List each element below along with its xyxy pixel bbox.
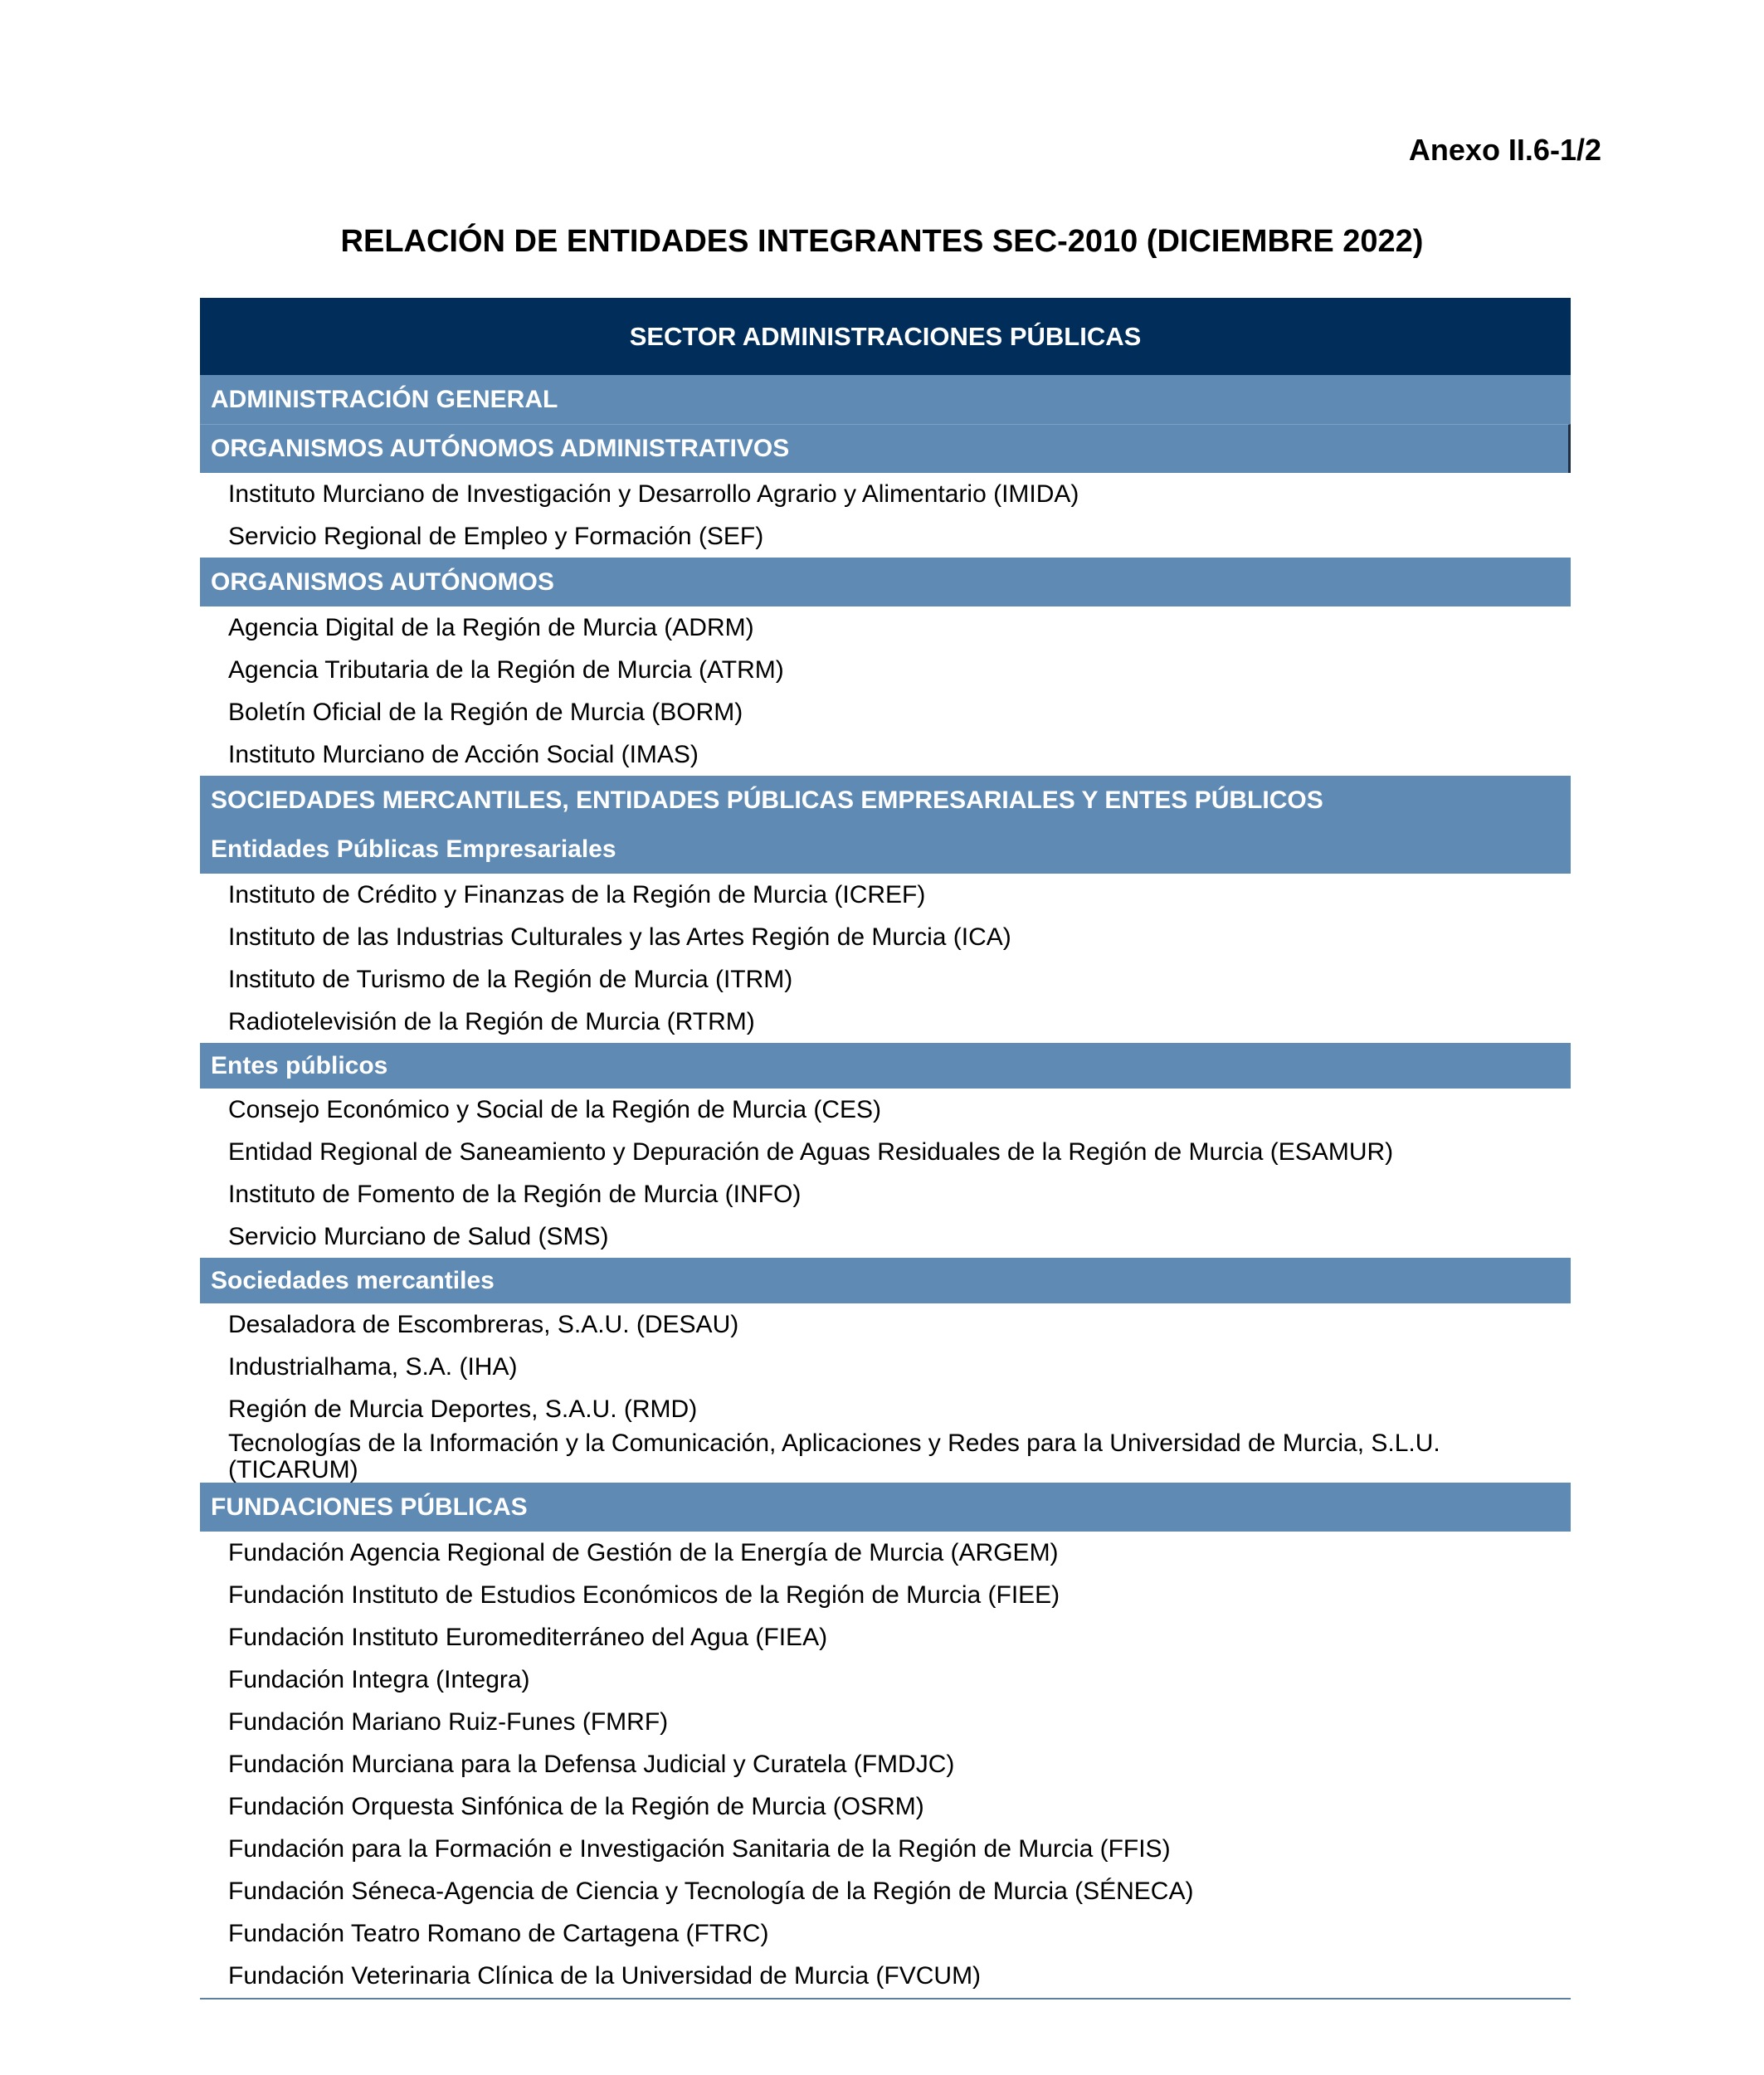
section-header-fundaciones-publicas: FUNDACIONES PÚBLICAS [200, 1483, 1571, 1532]
section-header-entes-publicos: Entes públicos [200, 1043, 1571, 1089]
table-row: Fundación Instituto de Estudios Económicos de la Región de Murcia (FIEE) [228, 1581, 1060, 1609]
entities-table [200, 298, 1571, 2000]
section-header-entidades-publicas-empresariales: Entidades Públicas Empresariales [200, 825, 1571, 874]
table-row: Entidad Regional de Saneamiento y Depuración de Aguas Residuales de la Región de Murcia (ESAMUR) [228, 1137, 1394, 1166]
section-header-organismos-autonomos: ORGANISMOS AUTÓNOMOS [200, 558, 1571, 606]
table-row: Instituto de Fomento de la Región de Murcia (INFO) [228, 1180, 802, 1208]
table-row: Fundación Integra (Integra) [228, 1665, 530, 1693]
table-row: Industrialhama, S.A. (IHA) [228, 1352, 518, 1381]
table-row: Instituto Murciano de Acción Social (IMAS) [228, 740, 699, 768]
section-header-sociedades-mercantiles: Sociedades mercantiles [200, 1258, 1571, 1303]
table-row: Radiotelevisión de la Región de Murcia (RTRM) [228, 1007, 755, 1035]
table-row: Fundación Orquesta Sinfónica de la Región de Murcia (OSRM) [228, 1792, 924, 1820]
table-row: Instituto de Crédito y Finanzas de la Región de Murcia (ICREF) [228, 880, 926, 908]
table-row: Desaladora de Escombreras, S.A.U. (DESAU) [228, 1310, 739, 1338]
table-row: Fundación Veterinaria Clínica de la Universidad de Murcia (FVCUM) [228, 1961, 982, 1990]
table-row: Región de Murcia Deportes, S.A.U. (RMD) [228, 1395, 698, 1423]
table-row: Fundación para la Formación e Investigación Sanitaria de la Región de Murcia (FFIS) [228, 1834, 1171, 1863]
page-title: RELACIÓN DE ENTIDADES INTEGRANTES SEC-2010 (DICIEMBRE 2022) [340, 224, 1424, 259]
table-row: Instituto Murciano de Investigación y Desarrollo Agrario y Alimentario (IMIDA) [228, 480, 1079, 508]
table-row: Consejo Económico y Social de la Región de Murcia (CES) [228, 1095, 882, 1123]
table-row: Fundación Teatro Romano de Cartagena (FTRC) [228, 1919, 769, 1947]
section-header-sociedades-entidades-entes: SOCIEDADES MERCANTILES, ENTIDADES PÚBLICAS EMPRESARIALES Y ENTES PÚBLICOS [200, 776, 1571, 825]
table-row: Fundación Murciana para la Defensa Judicial y Curatela (FMDJC) [228, 1750, 955, 1778]
table-bottom-rule [200, 1998, 1571, 2000]
table-row: Fundación Agencia Regional de Gestión de la Energía de Murcia (ARGEM) [228, 1538, 1059, 1566]
table-row: Fundación Mariano Ruiz-Funes (FMRF) [228, 1707, 669, 1736]
table-row: Servicio Regional de Empleo y Formación (SEF) [228, 522, 764, 550]
table-row: Servicio Murciano de Salud (SMS) [228, 1222, 609, 1250]
table-row: Boletín Oficial de la Región de Murcia (BORM) [228, 698, 743, 726]
sector-header: SECTOR ADMINISTRACIONES PÚBLICAS [200, 298, 1571, 375]
table-row: Fundación Séneca-Agencia de Ciencia y Tecnología de la Región de Murcia (SÉNECA) [228, 1877, 1194, 1905]
table-row: Instituto de Turismo de la Región de Murcia (ITRM) [228, 965, 793, 993]
table-row: Agencia Digital de la Región de Murcia (ADRM) [228, 613, 754, 641]
annex-label: Anexo II.6-1/2 [1408, 133, 1601, 167]
table-row: Fundación Instituto Euromediterráneo del Agua (FIEA) [228, 1623, 828, 1651]
table-row: Agencia Tributaria de la Región de Murcia (ATRM) [228, 655, 784, 684]
section-header-organismos-autonomos-administrativos: ORGANISMOS AUTÓNOMOS ADMINISTRATIVOS [200, 424, 1571, 473]
section-header-administracion-general: ADMINISTRACIÓN GENERAL [200, 375, 1571, 424]
table-row: Instituto de las Industrias Culturales y las Artes Región de Murcia (ICA) [228, 923, 1011, 951]
table-row: Tecnologías de la Información y la Comunicación, Aplicaciones y Redes para la Universidad de Murcia, S.L.U. (TICARUM) [228, 1429, 1440, 1483]
